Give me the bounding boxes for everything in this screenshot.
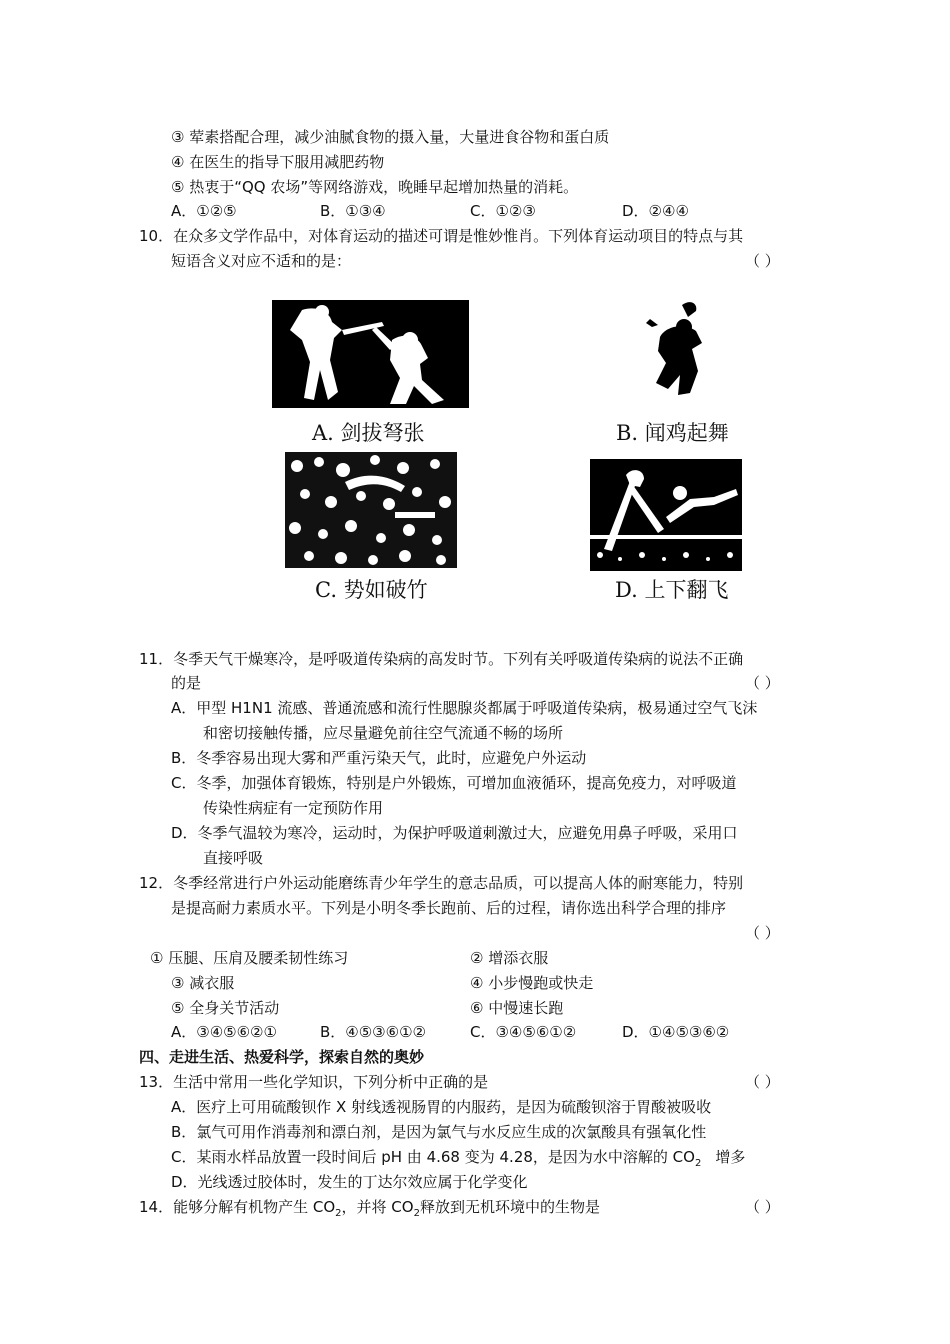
figure-a-caption: A. 剑拔弩张 [312,421,425,445]
q9-option-d: D．②④④ [622,202,689,220]
q13-option-a: A．医疗上可用硫酸钡作 X 射线透视肠胃的内服药，是因为硫酸钡溶于胃酸被吸收 [171,1098,712,1116]
fencing-photo [272,300,469,414]
q12-option-d: D．①④⑤③⑥② [622,1023,730,1041]
q13-option-c-tail: 增多 [715,1148,746,1166]
q9-option-b: B．①③④ [320,202,386,220]
q14-text-2: ，并将 CO [341,1198,414,1216]
figure-d-caption: D. 上下翻飞 [615,578,729,602]
figure-c-caption: C. 势如破竹 [315,578,428,602]
q12-item-1: ① 压腿、压肩及腰柔韧性练习 [150,949,349,967]
q13-line-1: 13．生活中常用一些化学知识，下列分析中正确的是 [139,1073,489,1091]
q14-text-3: 释放到无机环境中的生物是 [419,1198,600,1216]
q12-option-b: B．④⑤③⑥①② [320,1023,426,1041]
gymnastics-photo [590,459,742,571]
q12-line-1: 12．冬季经常进行户外运动能磨练青少年学生的意志品质，可以提高人体的耐寒能力，特别 [139,874,744,892]
q12-option-c: C．③④⑤⑥①② [470,1023,577,1041]
q11-option-c-line-1: C．冬季，加强体育锻炼，特别是户外锻炼，可增加血液循环，提高免疫力，对呼吸道 [171,774,737,792]
q11-option-a-line-2: 和密切接触传播，应尽量避免前往空气流通不畅的场所 [203,724,564,742]
q11-answer-paren: （ ） [745,674,780,692]
q10-answer-paren: （ ） [745,252,780,270]
q11-option-d-line-1: D．冬季气温较为寒冷，运动时，为保护呼吸道刺激过大，应避免用鼻子呼吸，采用口 [171,824,738,842]
q9-item-3: ③ 荤素搭配合理，减少油腻食物的摄入量，大量进食谷物和蛋白质 [171,128,610,146]
q12-item-6: ⑥ 中慢速长跑 [470,999,564,1017]
q11-line-1: 11．冬季天气干燥寒冷，是呼吸道传染病的高发时节。下列有关呼吸道传染病的说法不正确 [139,650,744,668]
q12-answer-paren: （ ） [745,924,780,942]
figure-b-caption: B. 闻鸡起舞 [616,421,729,445]
q11-option-c-line-2: 传染性病症有一定预防作用 [203,799,384,817]
q14-text-1: 14．能够分解有机物产生 CO [139,1198,336,1216]
section-4-heading: 四、走进生活、热爱科学，探索自然的奥妙 [139,1048,425,1066]
q9-item-4: ④ 在医生的指导下服用减肥药物 [171,153,385,171]
q12-item-3: ③ 减衣服 [171,974,235,992]
q11-option-d-line-2: 直接呼吸 [203,849,264,867]
q14-subscript-1: 2 [335,1208,342,1219]
q13-option-d: D．光线透过胶体时，发生的丁达尔效应属于化学变化 [171,1173,528,1191]
q12-line-2: 是提高耐力素质水平。下列是小明冬季长跑前、后的过程，请你选出科学合理的排序 [171,899,727,917]
q12-item-2: ② 增添衣服 [470,949,549,967]
q13-option-b: B．氯气可用作消毒剂和漂白剂，是因为氯气与水反应生成的次氯酸具有强氧化性 [171,1123,707,1141]
q9-option-a: A．①②⑤ [171,202,237,220]
q13-option-c-subscript: 2 [694,1158,702,1169]
q10-line-2: 短语含义对应不适和的是： [171,252,352,270]
q12-item-4: ④ 小步慢跑或快走 [470,974,594,992]
q14-answer-paren: （ ） [745,1198,780,1216]
q14-line-1 [139,1197,600,1224]
q10-line-1: 10．在众多文学作品中，对体育运动的描述可谓是惟妙惟肖。下列体育运动项目的特点与其 [139,227,744,245]
q13-option-c-text: C．某雨水样品放置一段时间后 pH 由 4.68 变为 4.28，是因为水中溶解的 CO [171,1148,695,1166]
q11-line-2: 的是 [171,674,202,692]
q11-option-b: B．冬季容易出现大雾和严重污染天气，此时，应避免户外运动 [171,749,587,767]
q13-answer-paren: （ ） [745,1073,780,1091]
jumping-photo [642,297,722,403]
q9-option-c: C．①②③ [470,202,536,220]
q9-item-5: ⑤ 热衷于“QQ 农场”等网络游戏，晚睡早起增加热量的消耗。 [171,178,579,196]
q12-option-a: A．③④⑤⑥②① [171,1023,277,1041]
q13-option-c [171,1147,745,1174]
q11-option-a-line-1: A．甲型 H1N1 流感、普通流感和流行性腮腺炎都属于呼吸道传染病，极易通过空气飞沫 [171,699,758,717]
q12-item-5: ⑤ 全身关节活动 [171,999,280,1017]
q14-subscript-2: 2 [413,1208,420,1219]
crowd-photo [285,452,457,568]
